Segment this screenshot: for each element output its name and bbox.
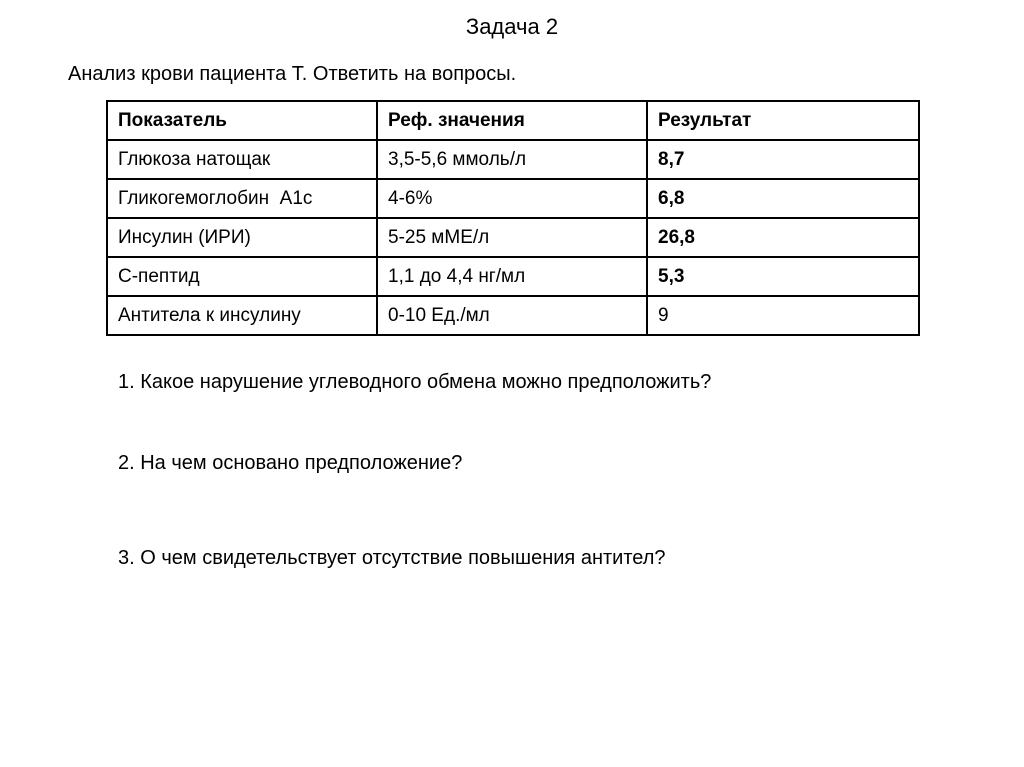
cell-indicator: С-пептид	[107, 257, 377, 296]
cell-indicator: Глюкоза натощак	[107, 140, 377, 179]
cell-reference: 4-6%	[377, 179, 647, 218]
cell-reference: 0-10 Ед./мл	[377, 296, 647, 335]
cell-indicator: Антитела к инсулину	[107, 296, 377, 335]
table-header-row	[107, 101, 919, 140]
slide-subtitle: Анализ крови пациента Т. Ответить на вопросы.	[68, 63, 517, 85]
lab-results-table	[106, 100, 920, 336]
cell-result: 9	[647, 296, 919, 335]
cell-result: 5,3	[647, 257, 919, 296]
cell-reference: 5-25 мМЕ/л	[377, 218, 647, 257]
column-header-result: Результат	[647, 101, 919, 140]
cell-result: 8,7	[647, 140, 919, 179]
table-row	[107, 296, 919, 335]
cell-reference: 3,5-5,6 ммоль/л	[377, 140, 647, 179]
cell-indicator: Инсулин (ИРИ)	[107, 218, 377, 257]
question-2: 2. На чем основано предположение?	[118, 452, 463, 474]
cell-indicator: Гликогемоглобин А1с	[107, 179, 377, 218]
table-row	[107, 140, 919, 179]
table-row	[107, 218, 919, 257]
cell-reference: 1,1 до 4,4 нг/мл	[377, 257, 647, 296]
column-header-reference: Реф. значения	[377, 101, 647, 140]
cell-result: 6,8	[647, 179, 919, 218]
column-header-indicator: Показатель	[107, 101, 377, 140]
table-row	[107, 179, 919, 218]
question-3: 3. О чем свидетельствует отсутствие повышения антител?	[118, 547, 666, 569]
table-row	[107, 257, 919, 296]
question-1: 1. Какое нарушение углеводного обмена можно предположить?	[118, 371, 712, 393]
slide-title: Задача 2	[465, 14, 559, 39]
cell-result: 26,8	[647, 218, 919, 257]
